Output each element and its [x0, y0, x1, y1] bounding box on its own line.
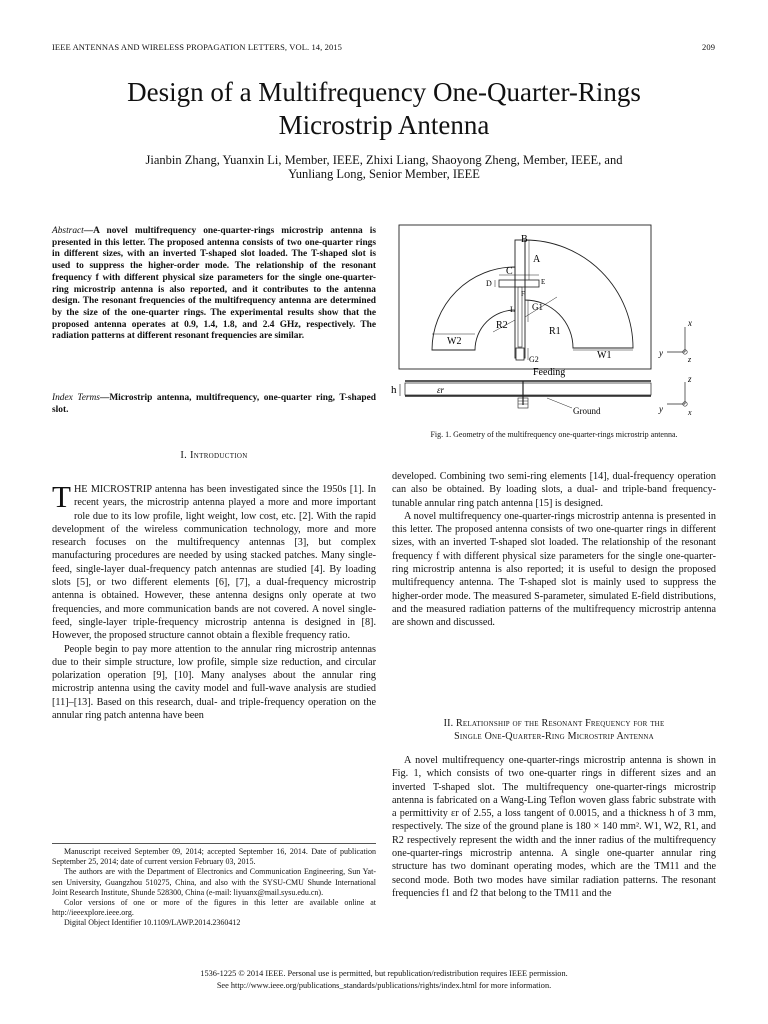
- inner-quarter-ring: [432, 267, 515, 350]
- section2-body: [392, 754, 716, 900]
- label-B: B: [521, 234, 528, 245]
- footnote-doi: Digital Object Identifier 10.1109/LAWP.2014.2360412: [64, 918, 241, 928]
- copyright-line-1: 1536-1225 © 2014 IEEE. Personal use is permitted, but republication/redistribution requires IEEE permission.: [200, 969, 568, 978]
- label-ground: Ground: [573, 406, 601, 416]
- label-F: F: [521, 290, 525, 298]
- axis-label-x-top: x: [688, 318, 692, 328]
- center-strip: [515, 240, 525, 358]
- paper-title: [0, 76, 768, 142]
- drop-cap: T: [52, 479, 71, 514]
- axis-label-z-side: z: [688, 374, 692, 384]
- outer-quarter-ring: [525, 240, 633, 348]
- copyright-line-2: See http://www.ieee.org/publications_standards/publications/rights/index.html for more information.: [216, 981, 552, 990]
- label-A: A: [533, 254, 541, 265]
- section2-title-line-2: Single One-Quarter-Ring Microstrip Antenna: [454, 731, 654, 742]
- t-slot-bar: [499, 280, 539, 287]
- axis-label-y-side: y: [659, 404, 663, 414]
- section2-paragraph-1: A novel multifrequency one-quarter-rings microstrip antenna is shown in Fig. 1, which consists of two one-quarter rings in different sizes and an inverted T-shaped slot. The multifrequency one-quarter-rings microstrip antenna is fabricated on a Wang-Ling Teflon woven glass fabric substrate with a permittivity εr of 2.55, a loss tangent of 0.0015, and a thickness h of 3 mm, respectively. The size of the ground plane is 180 × 140 mm². W1, W2, R1, and R2 respectively represent the width and the inner radius of the multifrequency one-quarter-rings microstrip antenna. A single one-quarter annular ring structure has two dominant operating modes, which are the TM11 and the second mode. Both two modes have similar radiation patterns. The resonant frequencies f1 and f2 that belong to the TM11 and the: [392, 755, 716, 899]
- figure-1-caption: Fig. 1. Geometry of the multifrequency one-quarter-rings microstrip antenna.: [430, 430, 678, 439]
- label-E: E: [541, 278, 546, 286]
- footnote-affiliation: The authors are with the Department of Electronics and Communication Engineering, Sun Yat-sen University, Guangzhou 510275, China, and also with the SYSU-CMU Shunde International Joint Research Institute, Shunde 528300, China (e-mail: liyuanx@mail.sysu.edu.cn).: [52, 867, 376, 897]
- feed-patch: [516, 348, 524, 360]
- running-header: IEEE ANTENNAS AND WIRELESS PROPAGATION LETTERS, VOL. 14, 2015: [52, 42, 342, 52]
- copyright-notice: [0, 968, 768, 992]
- intro-paragraph-2: People begin to pay more attention to the annular ring microstrip antennas due to their simple structure, low profile, simple size reduction, and circular polarization operation [9], [10]. Many analyses about the annular ring microstrip antenna using the cavity model and full-wave analysis are studied [11]–[13]. Based on this research, dual- and triple-frequency operation on the annular ring patch antenna have been: [52, 643, 376, 722]
- footnote-color: Color versions of one or more of the figures in this letter are available online at http://ieeexplore.ieee.org.: [52, 898, 376, 918]
- axis-label-y-top: y: [659, 348, 663, 358]
- label-R2: R2: [496, 320, 508, 331]
- title-line-1: Design of a Multifrequency One-Quarter-Rings: [127, 77, 641, 107]
- abstract-label: Abstract: [52, 226, 84, 236]
- index-terms-text: —Microstrip antenna, multifrequency, one-quarter ring, T-shaped slot.: [52, 393, 376, 415]
- abstract: [52, 226, 376, 343]
- title-line-2: Microstrip Antenna: [278, 110, 490, 140]
- authors-line-1: Jianbin Zhang, Yuanxin Li, Member, IEEE, Zhixi Liang, Shaoyong Zheng, Member, IEEE, and: [145, 153, 623, 167]
- footnote-manuscript: Manuscript received September 09, 2014; accepted September 16, 2014. Date of publication September 25, 2014; date of current version February 03, 2015.: [52, 847, 376, 867]
- axis-label-z-top: z: [688, 355, 692, 364]
- section2-title-line-1: II. Relationship of the Resonant Frequency for the: [443, 718, 665, 729]
- label-C: C: [506, 266, 513, 277]
- authors-line-2: Yunliang Long, Senior Member, IEEE: [288, 167, 480, 181]
- introduction-body: [52, 479, 376, 722]
- right-paragraph-1: developed. Combining two semi-ring elements [14], dual-frequency operation can also be obtained. By loading slots, a dual- and triple-band frequency-tunable annular ring patch antenna [15] is designed.: [392, 471, 716, 509]
- label-W2: W2: [447, 336, 462, 347]
- page-number: 209: [702, 42, 716, 52]
- section-heading-introduction: I. Introduction: [180, 450, 248, 461]
- figure-1-antenna-geometry: [391, 222, 711, 422]
- author-list: [40, 153, 728, 181]
- footnote-rule: [52, 843, 376, 844]
- label-D: D: [486, 279, 492, 288]
- intro-paragraph-1: [52, 479, 376, 643]
- label-R1: R1: [549, 326, 561, 337]
- section-heading-relationship: [392, 717, 716, 743]
- label-W1: W1: [597, 350, 612, 361]
- label-G2: G2: [529, 355, 539, 364]
- right-column-intro: [392, 470, 716, 630]
- label-L: L: [510, 305, 515, 314]
- label-epsilon-r: εr: [437, 385, 445, 395]
- footnote: [52, 847, 376, 929]
- label-G1: G1: [532, 302, 543, 312]
- label-h: h: [391, 384, 397, 396]
- label-feeding: Feeding: [533, 367, 566, 378]
- axis-label-x-side: x: [688, 408, 692, 417]
- abstract-text: —A novel multifrequency one-quarter-rings microstrip antenna is presented in this letter. The proposed antenna consists of two one-quarter rings in different sizes, with an inverted T-shaped slot loaded. The T-shaped slot is used to suppress the higher-order mode. The relationship of the resonant frequency f with different physical size parameters for the single one-quarter-ring microstrip antenna is also reported, and it contributes to the antenna design. The resonant frequencies of the multifrequency antenna are determined by the size of the one-quarter rings. The experimental results show that the proposed antenna operates at 0.9, 1.4, 1.8, and 2.4 GHz, respectively. The radiation patterns at different resonant frequencies are similar.: [52, 226, 376, 342]
- right-paragraph-2: A novel multifrequency one-quarter-rings microstrip antenna is presented in this letter. The proposed antenna consists of two one-quarter rings in different sizes, with an inverted T-shaped slot loaded. The relationship of the resonant frequency f with different physical size parameters for the single one-quarter-ring microstrip antenna is also reported; it is useful to design the proposed multifrequency antenna. The T-shaped slot is mainly used to suppress the higher-order mode. The measured S-parameter, simulated E-field distributions, and the measured radiation patterns of the multifrequency microstrip antenna are shown and discussed.: [392, 510, 716, 629]
- index-terms: [52, 393, 376, 416]
- index-terms-label: Index Terms: [52, 393, 100, 403]
- intro-paragraph-1-text: HE MICROSTRIP antenna has been investigated since the 1950s [1]. In recent years, the microstrip antenna played a more and more important role due to its low profile, light weight, low cost, etc. [2]. With the rapid development of the wireless communication technology, more and more research focuses on the multifrequency antennas [3], but complex manufacturing procedures are needed by using stacked patches. Many single-feed, single-layer dual-frequency patch antennas are studied [4]. By loading slots [5], or two different elements [6], [7], a dual-frequency microstrip antenna is obtained. However, these antenna designs only operate at two frequencies, and more communication bands are not covered. A novel single-feed, single-layer triple-frequency microstrip antenna is designed in [8]. However, the proposed structure cannot obtain a flexible frequency ratio.: [52, 484, 376, 642]
